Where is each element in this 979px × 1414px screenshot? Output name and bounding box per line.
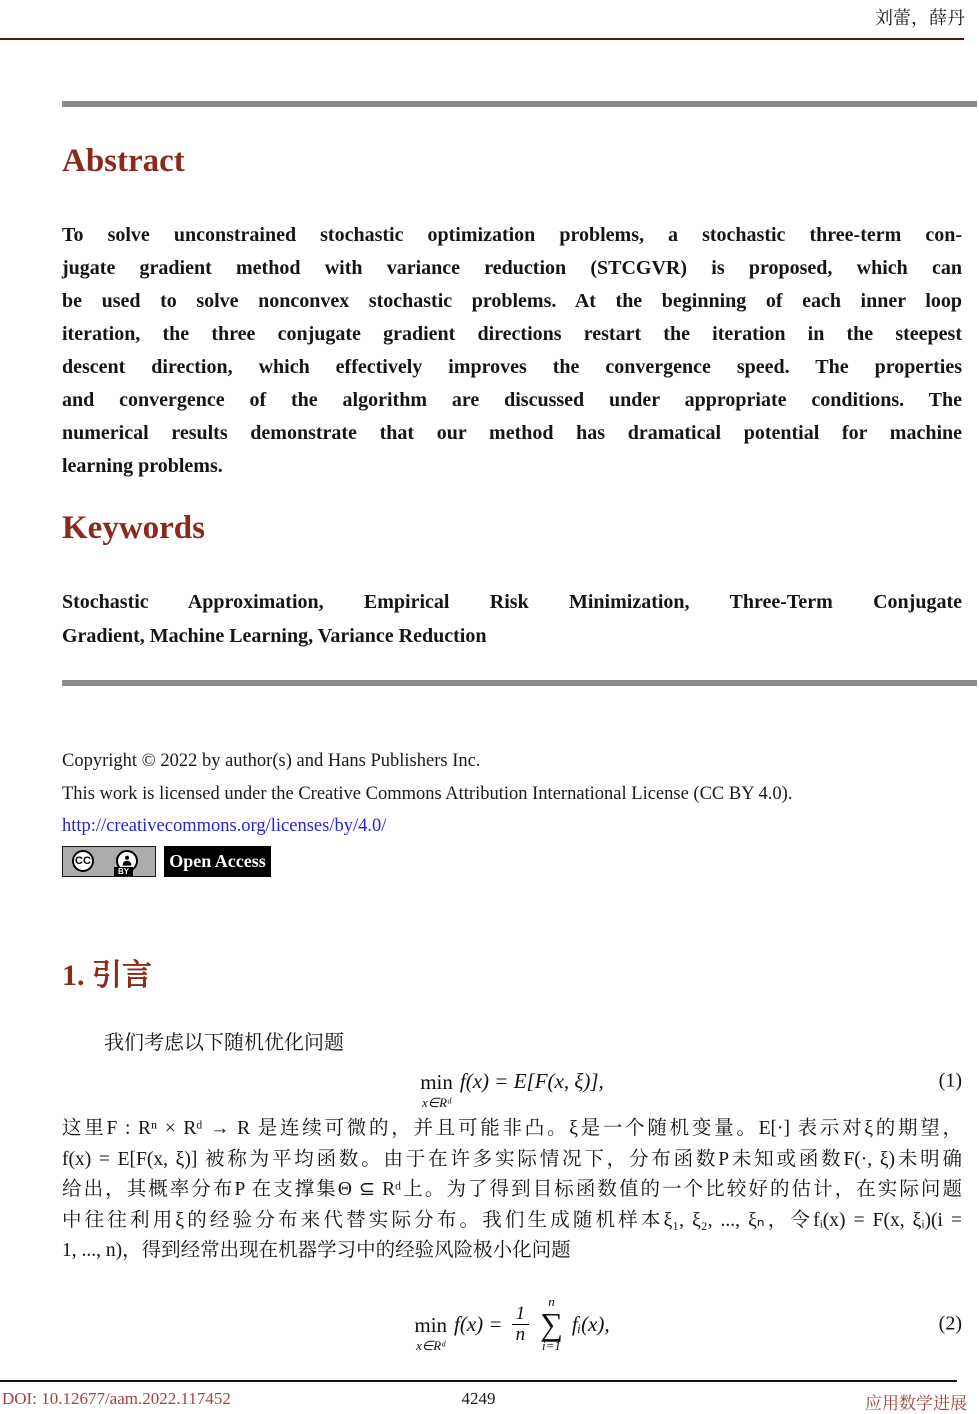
min-operator: min x∈Rᵈ bbox=[420, 1069, 453, 1110]
abstract-line: numerical results demonstrate that our method has dramatical potential for machine bbox=[62, 422, 962, 444]
footer bbox=[0, 1389, 979, 1413]
license-url-link[interactable]: http://creativecommons.org/licenses/by/4.0/ bbox=[62, 816, 387, 836]
abstract-line: and convergence of the algorithm are discussed under appropriate conditions. The bbox=[62, 389, 962, 411]
equation-1 bbox=[62, 1054, 962, 1108]
abstract-heading: Abstract bbox=[62, 143, 185, 179]
introduction-paragraph bbox=[62, 1114, 962, 1267]
abstract-line: be used to solve nonconvex stochastic problems. At the beginning of each inner loop bbox=[62, 290, 962, 312]
equation-2-rhs: fᵢ(x), bbox=[571, 1311, 610, 1336]
abstract-line: iteration, the three conjugate gradient directions restart the iteration in the steepest bbox=[62, 323, 962, 345]
introduction-line: 中往往利用ξ的经验分布来代替实际分布。我们生成随机样本ξ₁, ξ₂, ..., ξₙ，令fᵢ(x) = F(x, ξᵢ)(i = bbox=[62, 1209, 962, 1231]
equation-2-number: (2) bbox=[938, 1312, 962, 1335]
keywords-line: Stochastic Approximation, Empirical Risk Minimization, Three-Term Conjugate bbox=[62, 591, 962, 613]
open-access-badge: Open Access bbox=[164, 846, 271, 877]
introduction-line: f(x) = E[F(x, ξ)] 被称为平均函数。由于在许多实际情况下，分布函数P未知或函数F(·, ξ)未明确 bbox=[62, 1148, 962, 1170]
cc-by-label: BY bbox=[114, 867, 133, 876]
header-rule bbox=[0, 38, 964, 40]
fraction: $\frac{1}{n}$ bbox=[512, 1304, 530, 1345]
min-operator: min x∈Rᵈ bbox=[414, 1312, 448, 1353]
abstract-line: descent direction, which effectively improves the convergence speed. The properties bbox=[62, 356, 962, 378]
summation-icon: n ∑ i=1 bbox=[540, 1293, 563, 1354]
equation-1-number: (1) bbox=[938, 1069, 962, 1092]
abstract-top-divider bbox=[62, 101, 977, 107]
abstract-line: To solve unconstrained stochastic optimization problems, a stochastic three-term con- bbox=[62, 224, 962, 246]
introduction-line: 这里F : Rⁿ × Rᵈ → R 是连续可微的，并且可能非凸。ξ是一个随机变量。E[·] 表示对ξ的期望， bbox=[62, 1118, 962, 1139]
equation-2-lhs: f(x) = bbox=[454, 1311, 503, 1336]
license-block bbox=[62, 745, 972, 843]
footer-journal-name: 应用数学进展 bbox=[865, 1394, 967, 1413]
cc-logo-icon: CC bbox=[72, 850, 94, 872]
cc-by-badge bbox=[62, 846, 156, 877]
footer-rule bbox=[0, 1380, 957, 1382]
copyright-line: Copyright © 2022 by author(s) and Hans Publishers Inc. bbox=[62, 751, 481, 771]
keywords-heading: Keywords bbox=[62, 510, 205, 546]
equation-2 bbox=[62, 1283, 962, 1365]
abstract-paragraph bbox=[62, 219, 962, 483]
header-authors: 刘蕾，薛丹 bbox=[875, 8, 965, 28]
abstract-line: learning problems. bbox=[62, 455, 223, 477]
keywords-line: Gradient, Machine Learning, Variance Reduction bbox=[62, 624, 487, 647]
equation-1-expression: f(x) = E[F(x, ξ)], bbox=[459, 1068, 604, 1093]
introduction-line: 1, ..., n)，得到经常出现在机器学习中的经验风险极小化问题 bbox=[62, 1240, 571, 1261]
abstract-line: jugate gradient method with variance reduction (STCGVR) is proposed, which can bbox=[62, 257, 962, 279]
introduction-line: 给出，其概率分布P 在支撑集Θ ⊆ Rᵈ上。为了得到目标函数值的一个比较好的估计，在实际问题 bbox=[62, 1179, 962, 1200]
keywords-paragraph bbox=[62, 586, 962, 653]
license-top-divider bbox=[62, 680, 977, 686]
footer-page-number: 4249 bbox=[461, 1389, 496, 1408]
license-badges bbox=[62, 846, 271, 877]
section-1-lead: 我们考虑以下随机优化问题 bbox=[104, 1032, 344, 1054]
license-line: This work is licensed under the Creative Commons Attribution International License (CC BY 4.0). bbox=[62, 783, 793, 804]
section-1-heading: 1. 引言 bbox=[62, 959, 152, 992]
footer-doi: DOI: 10.12677/aam.2022.117452 bbox=[2, 1389, 231, 1408]
